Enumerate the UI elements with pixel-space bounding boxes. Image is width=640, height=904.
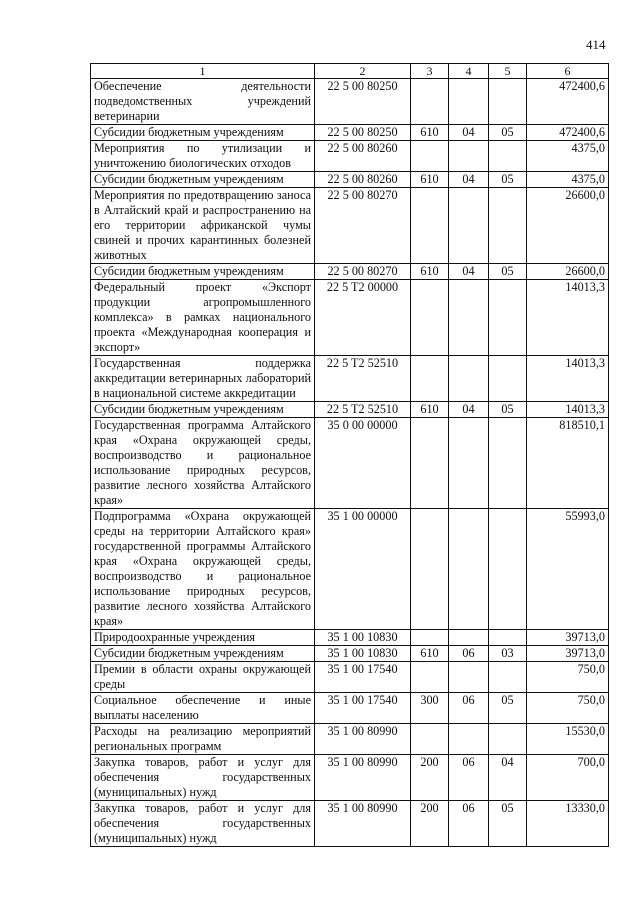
subsection-code: 04 (489, 755, 527, 801)
section-code (449, 280, 489, 356)
target-code: 35 1 00 10830 (315, 646, 411, 662)
section-code (449, 79, 489, 125)
table-row (91, 79, 609, 125)
amount: 39713,0 (527, 630, 609, 646)
amount: 818510,1 (527, 418, 609, 509)
expense-name: Закупка товаров, работ и услуг для обеспечения государственных (муниципальных) нужд (91, 755, 315, 801)
target-code: 35 1 00 80990 (315, 801, 411, 847)
target-code: 35 1 00 17540 (315, 662, 411, 693)
expense-type: 610 (411, 125, 449, 141)
expense-type (411, 280, 449, 356)
header-cell: 5 (489, 64, 527, 79)
subsection-code: 05 (489, 693, 527, 724)
section-code: 04 (449, 125, 489, 141)
target-code: 22 5 00 80260 (315, 141, 411, 172)
amount: 4375,0 (527, 172, 609, 188)
expense-type: 300 (411, 693, 449, 724)
table-row (91, 662, 609, 693)
section-code (449, 662, 489, 693)
table-row (91, 801, 609, 847)
subsection-code (489, 356, 527, 402)
section-code (449, 188, 489, 264)
table-row (91, 755, 609, 801)
amount: 750,0 (527, 693, 609, 724)
subsection-code (489, 509, 527, 630)
table-row (91, 630, 609, 646)
target-code: 35 1 00 10830 (315, 630, 411, 646)
expense-name: Подпрограмма «Охрана окружающей среды на территории Алтайского края» государственной программы Алтайского края «Охрана окружающей среды, воспроизводство и рациональное использование природных ресурсов, развитие лесного хозяйства Алтайского края» (91, 509, 315, 630)
table-row (91, 356, 609, 402)
expense-type: 200 (411, 801, 449, 847)
expense-type (411, 356, 449, 402)
subsection-code (489, 662, 527, 693)
subsection-code (489, 141, 527, 172)
subsection-code (489, 418, 527, 509)
section-code (449, 141, 489, 172)
table-row (91, 418, 609, 509)
table-row (91, 125, 609, 141)
target-code: 22 5 00 80270 (315, 264, 411, 280)
amount: 14013,3 (527, 356, 609, 402)
table-row (91, 509, 609, 630)
section-code (449, 724, 489, 755)
expense-name: Премии в области охраны окружающей среды (91, 662, 315, 693)
target-code: 22 5 T2 52510 (315, 356, 411, 402)
amount: 14013,3 (527, 402, 609, 418)
amount: 750,0 (527, 662, 609, 693)
amount: 39713,0 (527, 646, 609, 662)
expense-name: Субсидии бюджетным учреждениям (91, 125, 315, 141)
section-code: 04 (449, 402, 489, 418)
expense-type (411, 630, 449, 646)
section-code: 06 (449, 646, 489, 662)
target-code: 22 5 00 80260 (315, 172, 411, 188)
expense-name: Социальное обеспечение и иные выплаты населению (91, 693, 315, 724)
table-row (91, 264, 609, 280)
table-row (91, 280, 609, 356)
header-cell: 4 (449, 64, 489, 79)
target-code: 35 1 00 80990 (315, 724, 411, 755)
expense-name: Субсидии бюджетным учреждениям (91, 646, 315, 662)
target-code: 35 1 00 80990 (315, 755, 411, 801)
subsection-code (489, 79, 527, 125)
table-row (91, 172, 609, 188)
expense-name: Закупка товаров, работ и услуг для обеспечения государственных (муниципальных) нужд (91, 801, 315, 847)
amount: 700,0 (527, 755, 609, 801)
expense-type: 200 (411, 755, 449, 801)
target-code: 22 5 T2 52510 (315, 402, 411, 418)
amount: 26600,0 (527, 188, 609, 264)
expense-type: 610 (411, 172, 449, 188)
header-cell: 2 (315, 64, 411, 79)
amount: 14013,3 (527, 280, 609, 356)
expense-type: 610 (411, 264, 449, 280)
expense-type (411, 141, 449, 172)
expense-name: Субсидии бюджетным учреждениям (91, 172, 315, 188)
section-code: 04 (449, 264, 489, 280)
table-row (91, 141, 609, 172)
expense-name: Обеспечение деятельности подведомственных учреждений ветеринарии (91, 79, 315, 125)
table-row (91, 724, 609, 755)
section-code (449, 356, 489, 402)
amount: 13330,0 (527, 801, 609, 847)
header-row (91, 64, 609, 79)
header-cell: 1 (91, 64, 315, 79)
target-code: 22 5 00 80250 (315, 79, 411, 125)
target-code: 35 1 00 00000 (315, 509, 411, 630)
amount: 472400,6 (527, 125, 609, 141)
subsection-code: 05 (489, 402, 527, 418)
page-number: 414 (586, 37, 606, 52)
subsection-code (489, 630, 527, 646)
expense-type (411, 509, 449, 630)
table-row (91, 188, 609, 264)
target-code: 22 5 T2 00000 (315, 280, 411, 356)
amount: 55993,0 (527, 509, 609, 630)
expense-name: Субсидии бюджетным учреждениям (91, 264, 315, 280)
expense-type (411, 662, 449, 693)
expense-type: 610 (411, 402, 449, 418)
subsection-code: 05 (489, 264, 527, 280)
target-code: 35 0 00 00000 (315, 418, 411, 509)
expense-name: Мероприятия по утилизации и уничтожению биологических отходов (91, 141, 315, 172)
section-code: 06 (449, 693, 489, 724)
budget-table-body (91, 79, 609, 847)
expense-name: Расходы на реализацию мероприятий региональных программ (91, 724, 315, 755)
section-code (449, 630, 489, 646)
expense-type (411, 188, 449, 264)
expense-type (411, 79, 449, 125)
expense-name: Федеральный проект «Экспорт продукции агропромышленного комплекса» в рамках национального проекта «Международная кооперация и экспорт» (91, 280, 315, 356)
subsection-code (489, 724, 527, 755)
section-code (449, 418, 489, 509)
section-code: 06 (449, 755, 489, 801)
table-row (91, 402, 609, 418)
section-code: 04 (449, 172, 489, 188)
amount: 472400,6 (527, 79, 609, 125)
amount: 4375,0 (527, 141, 609, 172)
expense-name: Государственная программа Алтайского края «Охрана окружающей среды, воспроизводство и рациональное использование природных ресурсов, развитие лесного хозяйства Алтайского края» (91, 418, 315, 509)
expense-name: Мероприятия по предотвращению заноса в Алтайский край и распространению на его территории африканской чумы свиней и прочих карантинных болезней животных (91, 188, 315, 264)
subsection-code: 05 (489, 801, 527, 847)
target-code: 22 5 00 80270 (315, 188, 411, 264)
expense-name: Субсидии бюджетным учреждениям (91, 402, 315, 418)
subsection-code: 05 (489, 125, 527, 141)
amount: 26600,0 (527, 264, 609, 280)
target-code: 35 1 00 17540 (315, 693, 411, 724)
table-row (91, 693, 609, 724)
target-code: 22 5 00 80250 (315, 125, 411, 141)
subsection-code: 03 (489, 646, 527, 662)
table-row (91, 646, 609, 662)
subsection-code: 05 (489, 172, 527, 188)
expense-type: 610 (411, 646, 449, 662)
header-cell: 6 (527, 64, 609, 79)
expense-name: Природоохранные учреждения (91, 630, 315, 646)
expense-type (411, 418, 449, 509)
section-code: 06 (449, 801, 489, 847)
amount: 15530,0 (527, 724, 609, 755)
expense-type (411, 724, 449, 755)
expense-name: Государственная поддержка аккредитации ветеринарных лабораторий в национальной системе аккредитации (91, 356, 315, 402)
header-cell: 3 (411, 64, 449, 79)
section-code (449, 509, 489, 630)
subsection-code (489, 280, 527, 356)
subsection-code (489, 188, 527, 264)
budget-table (90, 63, 609, 847)
